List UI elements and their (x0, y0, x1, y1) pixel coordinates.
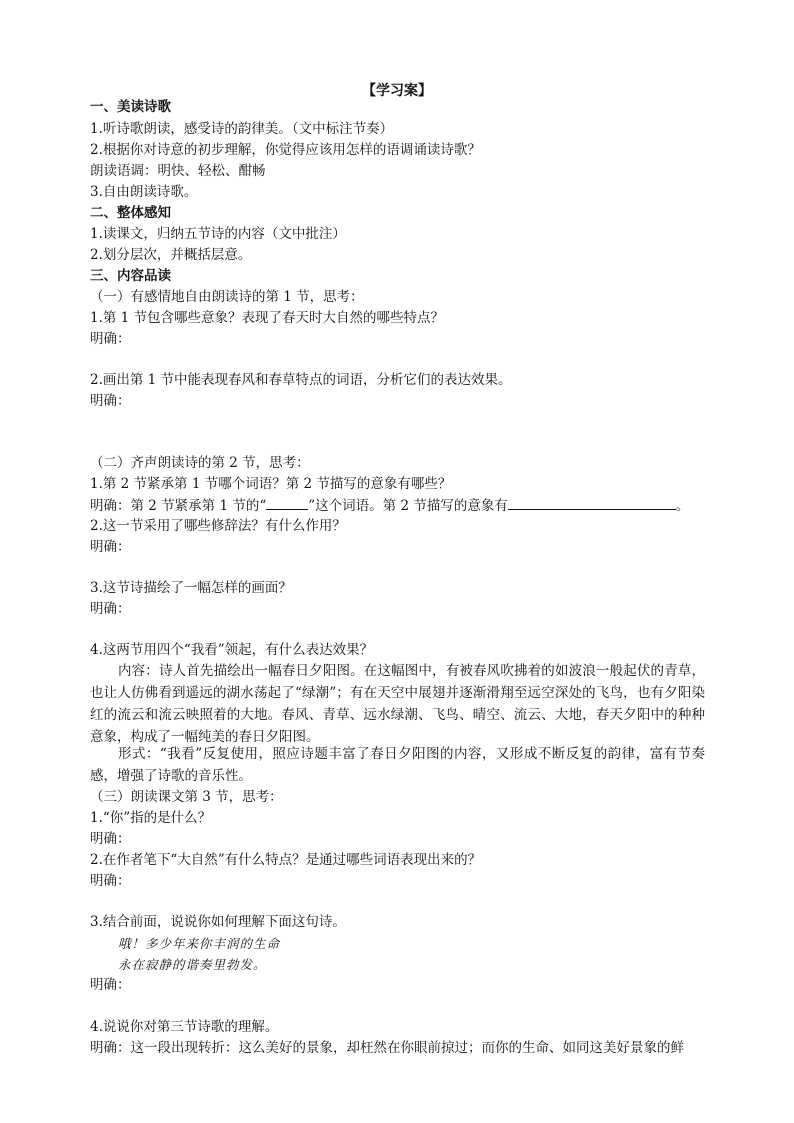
poem-line-1: 哦！多少年来你丰润的生命 (118, 936, 281, 951)
blank-line-imagery[interactable] (508, 495, 676, 510)
part-3-answer-2: 明确： (90, 873, 131, 889)
part-3-answer-4: 明确：这一段出现转折：这么美好的景象，却枉然在你眼前掠过；而你的生命、如同这美好景象的鲜 (90, 1040, 684, 1056)
page-title: 【学习案】 (362, 83, 432, 99)
section-1-heading: 一、美读诗歌 (90, 99, 171, 115)
poem-line-2: 永在寂静的谐奏里勃发。 (118, 957, 267, 972)
part-3-question-1: 1.“你”指的是什么？ (90, 810, 212, 826)
part-3-answer-1: 明确： (90, 831, 131, 847)
form-analysis-paragraph: 形式：“我看”反复使用，照应诗题丰富了春日夕阳图的内容，又形成不断反复的韵律，富有节奏感，增强了诗歌的音乐性。 (90, 746, 705, 784)
part-2-question-2: 2.这一节采用了哪些修辞法？有什么作用？ (90, 518, 346, 534)
part-2-intro: （二）齐声朗读诗的第 2 节，思考： (90, 455, 310, 471)
part-2-question-3: 3.这节诗描绘了一幅怎样的画面？ (90, 580, 292, 596)
part-3-intro: （三）朗读课文第 3 节，思考： (90, 789, 283, 805)
part-1-intro: （一）有感情地自由朗读诗的第 1 节，思考： (90, 289, 364, 305)
answer-text-3: 。 (675, 498, 690, 514)
part-3-question-2: 2.在作者笔下“大自然”有什么特点？是通过哪些词语表现出来的？ (90, 852, 482, 868)
part-2-answer-2: 明确： (90, 539, 131, 555)
s2-question-1: 1.读课文，归纳五节诗的内容（文中批注） (90, 226, 346, 242)
part-1-answer-2: 明确： (90, 393, 131, 409)
part-1-question-2: 2.画出第 1 节中能表现春风和春草特点的词语，分析它们的表达效果。 (90, 372, 512, 388)
blank-line-word[interactable] (266, 495, 308, 510)
section-2-heading: 二、整体感知 (90, 205, 171, 221)
part-2-question-1: 1.第 2 节紧承第 1 节哪个词语？第 2 节描写的意象有哪些？ (90, 476, 452, 492)
part-2-answer-1 (90, 495, 689, 516)
part-3-question-3: 3.结合前面，说说你如何理解下面这句诗。 (90, 914, 346, 930)
s1-question-2: 2.根据你对诗意的初步理解，你觉得应该用怎样的语调诵读诗歌？ (90, 142, 481, 158)
s1-reading-tone: 朗读语调：明快、轻松、酣畅 (90, 163, 266, 179)
answer-text-2: ”这个词语。第 2 节描写的意象有 (308, 498, 508, 514)
part-2-question-4: 4.这两节用四个“我看”领起，有什么表达效果？ (90, 642, 374, 658)
section-3-heading: 三、内容品读 (90, 268, 171, 284)
s1-question-1: 1.听诗歌朗读，感受诗的韵律美。（文中标注节奏） (90, 121, 394, 137)
part-3-question-4: 4.说说你对第三节诗歌的理解。 (90, 1019, 279, 1035)
part-1-question-1: 1.第 1 节包含哪些意象？表现了春天时大自然的哪些特点？ (90, 310, 445, 326)
s2-question-2: 2.划分层次，并概括层意。 (90, 247, 252, 263)
part-1-answer-1: 明确： (90, 331, 131, 347)
s1-question-3: 3.自由朗读诗歌。 (90, 184, 198, 200)
part-2-answer-3: 明确： (90, 601, 131, 617)
answer-text-1: 明确：第 2 节紧承第 1 节的“ (90, 498, 267, 514)
part-3-answer-3: 明确： (90, 977, 131, 993)
content-analysis-paragraph: 内容：诗人首先描绘出一幅春日夕阳图。在这幅图中，有被春风吹拂着的如波浪一般起伏的青草，也让人仿佛看到遥远的湖水荡起了“绿潮”；有在天空中展翅并逐渐滑翔至远空深处的飞鸟，也有夕阳染红的流云和流云映照着的大地。春风、青草、远水绿潮、飞鸟、晴空、流云、大地，春天夕阳中的种种意象，构成了一幅纯美的春日夕阳图。 (90, 663, 705, 745)
